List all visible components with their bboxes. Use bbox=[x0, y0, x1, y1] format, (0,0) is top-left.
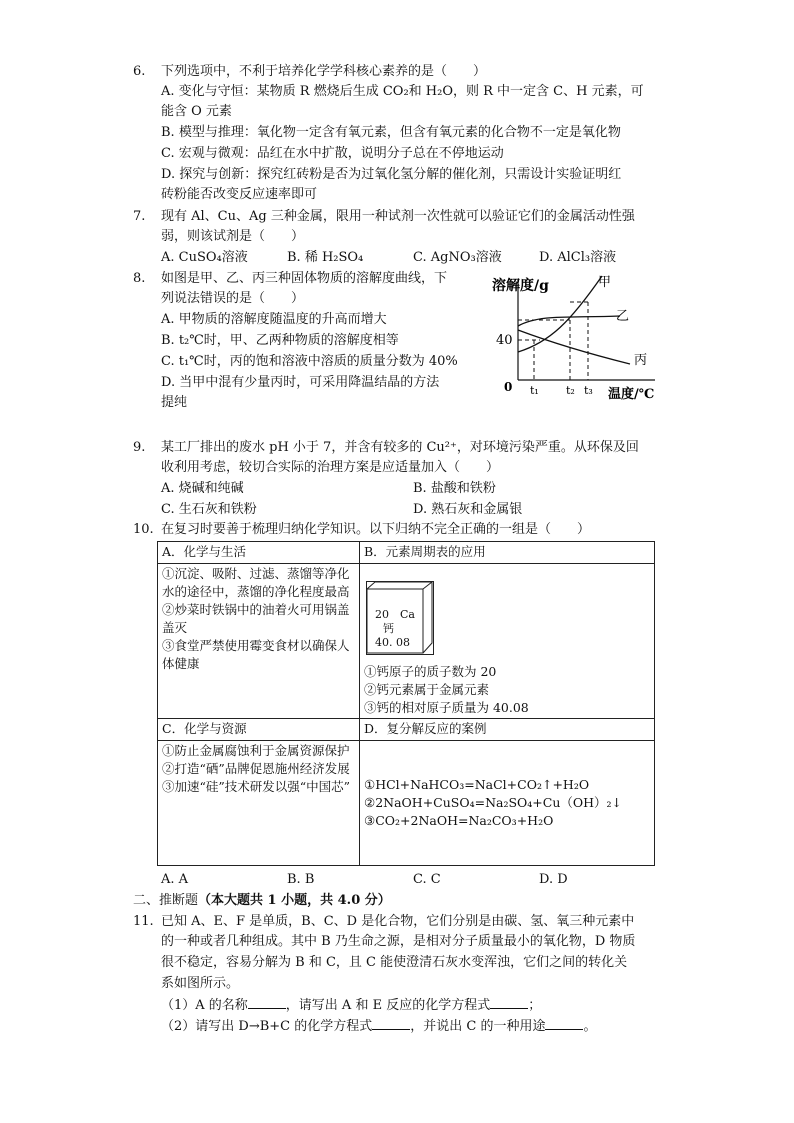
q6-option-b: B. 模型与推理：氧化物一定含有氧元素，但含有氧元素的化合物不一定是氧化物 bbox=[161, 125, 621, 140]
cell-d-body bbox=[360, 741, 655, 866]
q10-option-a: A. A bbox=[161, 872, 189, 887]
cell-b-item-2: ②钙元素属于金属元素 bbox=[364, 682, 490, 697]
q6-option-a: A. 变化与守恒：某物质 R 燃烧后生成 CO₂和 H₂O，则 R 中一定含 C、H 元素，可 bbox=[161, 84, 644, 99]
cell-b-header: B．元素周期表的应用 bbox=[360, 542, 655, 564]
q8-option-a: A. 甲物质的溶解度随温度的升高而增大 bbox=[161, 312, 387, 327]
cell-c-item-2: ②打造“硒”品牌促恩施州经济发展 bbox=[162, 761, 350, 776]
x-axis-label: 温度/℃ bbox=[608, 387, 655, 402]
q10-option-b: B. B bbox=[287, 872, 315, 887]
curve-yi bbox=[518, 316, 620, 326]
q9-stem-cont: 收利用考虑，较切合实际的治理方案是应适量加入（ ） bbox=[161, 460, 500, 475]
q7-stem-cont: 弱，则该试剂是（ ） bbox=[161, 229, 305, 244]
answer-blank[interactable] bbox=[372, 1017, 410, 1030]
q11-part-1-b: ，请写出 A 和 E 反应的化学方程式 bbox=[285, 998, 491, 1013]
q9-stem: 某工厂排出的废水 pH 小于 7，并含有较多的 Cu²⁺，对环境污染严重。从环保及回 bbox=[161, 440, 639, 455]
q9-option-a: A. 烧碱和纯碱 bbox=[161, 481, 244, 496]
cell-a-body bbox=[158, 564, 360, 719]
series-label-bing: 丙 bbox=[634, 353, 648, 368]
section-title: 二、推断题 bbox=[133, 893, 199, 908]
q6-option-d-cont: 砖粉能否改变反应速率即可 bbox=[161, 187, 318, 202]
cell-d-item-1: ①HCl+NaHCO₃=NaCl+CO₂↑+H₂O bbox=[364, 777, 590, 792]
x-tick-t3: t₃ bbox=[584, 384, 593, 397]
cell-a-item-3: ③食堂严禁使用霉变食材以确保人体健康 bbox=[162, 638, 350, 671]
element-number-symbol: 20 Ca bbox=[375, 608, 415, 621]
q7-number: 7. bbox=[133, 209, 146, 224]
cell-a-header: A．化学与生活 bbox=[158, 542, 360, 564]
q8-option-c: C. t₁℃时，丙的饱和溶液中溶质的质量分数为 40% bbox=[161, 354, 458, 369]
q11-line-4: 系如图所示。 bbox=[161, 976, 240, 991]
q11-line-2: 的一种或者几种组成。其中 B 乃生命之源，是相对分子质量最小的氧化物，D 物质 bbox=[161, 934, 636, 949]
cell-a-item-1: ①沉淀、吸附、过滤、蒸馏等净化水的途径中，蒸馏的净化程度最高 bbox=[162, 566, 350, 599]
cell-d-item-3: ③CO₂+2NaOH=Na₂CO₃+H₂O bbox=[364, 813, 554, 828]
answer-blank[interactable] bbox=[248, 996, 286, 1009]
q10-option-d: D. D bbox=[539, 872, 568, 887]
solubility-curve-chart bbox=[490, 272, 660, 404]
q8-stem: 如图是甲、乙、丙三种固体物质的溶解度曲线，下 bbox=[161, 271, 448, 286]
cell-d-item-2: ②2NaOH+CuSO₄=Na₂SO₄+Cu（OH）₂↓ bbox=[364, 795, 623, 810]
cell-c-body bbox=[158, 741, 360, 866]
curve-bing bbox=[518, 330, 630, 364]
q7-option-d: D. AlCl₃溶液 bbox=[539, 250, 617, 265]
q11-part-1-c: ； bbox=[528, 998, 542, 1013]
q11-part-1 bbox=[161, 996, 541, 1015]
section-note: （本大题共 1 小题，共 4.0 分） bbox=[198, 893, 391, 908]
q7-stem: 现有 Al、Cu、Ag 三种金属，限用一种试剂一次性就可以验证它们的金属活动性强 bbox=[161, 209, 635, 224]
cell-a-item-2: ②炒菜时铁锅中的油着火可用锅盖盖灭 bbox=[162, 602, 350, 635]
q11-number: 11. bbox=[133, 914, 154, 929]
q11-part-1-a: （1）A 的名称 bbox=[161, 998, 248, 1013]
cell-c-item-3: ③加速“硅”技术研发以强“中国芯” bbox=[162, 779, 351, 794]
cell-d-header: D．复分解反应的案例 bbox=[360, 719, 655, 741]
q7-option-c: C. AgNO₃溶液 bbox=[413, 250, 502, 265]
q10-options-table bbox=[157, 541, 655, 866]
q9-number: 9. bbox=[133, 440, 146, 455]
q11-part-2 bbox=[161, 1017, 596, 1036]
q7-option-a: A. CuSO₄溶液 bbox=[161, 250, 248, 265]
q7-option-b: B. 稀 H₂SO₄ bbox=[287, 250, 364, 265]
q8-option-d-cont: 提纯 bbox=[161, 395, 188, 410]
element-mass: 40. 08 bbox=[375, 636, 410, 649]
x-tick-t1: t₁ bbox=[530, 384, 539, 397]
cell-b-body bbox=[360, 564, 655, 719]
q11-part-2-b: ，并说出 C 的一种用途 bbox=[410, 1019, 546, 1034]
element-name: 钙 bbox=[383, 622, 394, 635]
section-heading bbox=[133, 892, 391, 910]
q11-part-2-c: 。 bbox=[583, 1019, 597, 1034]
q6-option-c: C. 宏观与微观：品红在水中扩散，说明分子总在不停地运动 bbox=[161, 146, 504, 161]
q11-part-2-a: （2）请写出 D→B+C 的化学方程式 bbox=[161, 1019, 373, 1034]
q10-stem: 在复习时要善于梳理归纳化学知识。以下归纳不完全正确的一组是（ ） bbox=[161, 522, 591, 537]
q8-stem-cont: 列说法错误的是（ ） bbox=[161, 291, 305, 306]
answer-blank[interactable] bbox=[545, 1017, 583, 1030]
answer-blank[interactable] bbox=[490, 996, 528, 1009]
q11-line-3: 很不稳定，容易分解为 B 和 C，且 C 能使澄清石灰水变浑浊，它们之间的转化关 bbox=[161, 955, 628, 970]
series-label-yi: 乙 bbox=[616, 309, 630, 324]
q6-number: 6. bbox=[133, 64, 146, 79]
q9-option-d: D. 熟石灰和金属银 bbox=[413, 502, 523, 517]
cell-c-header: C．化学与资源 bbox=[158, 719, 360, 741]
q11-line-1: 已知 A、E、F 是单质，B、C、D 是化合物，它们分别是由碳、氢、氧三种元素中 bbox=[161, 914, 635, 929]
q10-option-c: C. C bbox=[413, 872, 441, 887]
y-axis-label: 溶解度/g bbox=[492, 278, 549, 294]
q8-option-b: B. t₂℃时，甲、乙两种物质的溶解度相等 bbox=[161, 333, 399, 348]
q9-option-c: C. 生石灰和铁粉 bbox=[161, 502, 257, 517]
q10-number: 10. bbox=[133, 522, 154, 537]
q6-option-d: D. 探究与创新：探究红砖粉是否为过氧化氢分解的催化剂，只需设计实验证明红 bbox=[161, 167, 622, 182]
q8-option-d: D. 当甲中混有少量丙时，可采用降温结晶的方法 bbox=[161, 375, 440, 390]
q8-number: 8. bbox=[133, 271, 146, 286]
series-label-jia: 甲 bbox=[598, 275, 612, 290]
x-tick-t2: t₂ bbox=[566, 384, 575, 397]
q9-option-b: B. 盐酸和铁粉 bbox=[413, 481, 496, 496]
cell-b-item-1: ①钙原子的质子数为 20 bbox=[364, 664, 497, 679]
calcium-element-card bbox=[366, 581, 434, 655]
cell-b-item-3: ③钙的相对原子质量为 40.08 bbox=[364, 700, 529, 715]
q6-option-a-cont: 能含 O 元素 bbox=[161, 104, 232, 119]
origin-label: 0 bbox=[504, 380, 513, 394]
cell-c-item-1: ①防止金属腐蚀利于金属资源保护 bbox=[162, 743, 350, 758]
y-tick-40: 40 bbox=[496, 333, 513, 348]
q6-stem: 下列选项中，不利于培养化学学科核心素养的是（ ） bbox=[161, 64, 487, 79]
